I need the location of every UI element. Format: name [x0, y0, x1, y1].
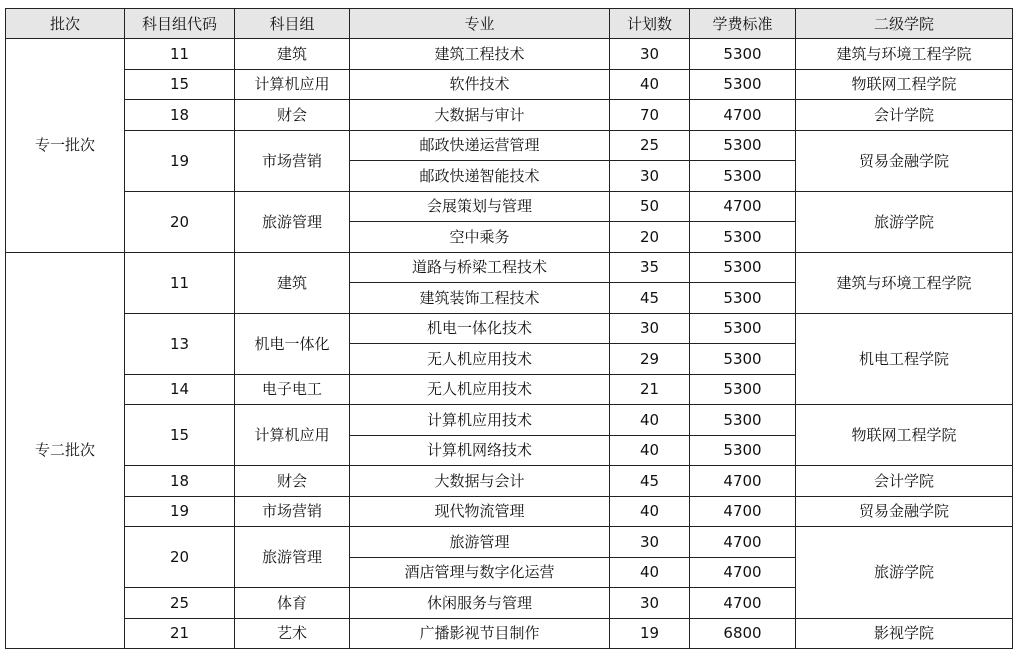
- table-cell: 建筑与环境工程学院: [796, 252, 1013, 313]
- table-cell: 50: [610, 191, 690, 222]
- table-cell: 市场营销: [235, 496, 350, 527]
- table-cell: 机电一体化: [235, 313, 350, 374]
- table-cell: 贸易金融学院: [796, 130, 1013, 191]
- table-cell: 19: [125, 496, 235, 527]
- table-cell: 会计学院: [796, 100, 1013, 131]
- table-cell: 18: [125, 466, 235, 497]
- table-cell: 5300: [690, 435, 796, 466]
- table-cell: 财会: [235, 100, 350, 131]
- table-row: [6, 130, 1013, 161]
- table-cell: 建筑与环境工程学院: [796, 39, 1013, 70]
- table-cell: 29: [610, 344, 690, 375]
- table-cell: 机电工程学院: [796, 313, 1013, 405]
- table-cell: 15: [125, 69, 235, 100]
- table-cell: 5300: [690, 252, 796, 283]
- table-cell: 无人机应用技术: [350, 344, 610, 375]
- table-cell: 旅游管理: [235, 527, 350, 588]
- table-row: [6, 527, 1013, 558]
- table-cell: 5300: [690, 405, 796, 436]
- header-tuition: 学费标准: [690, 9, 796, 39]
- table-cell: 旅游学院: [796, 527, 1013, 619]
- table-cell: 4700: [690, 496, 796, 527]
- table-cell: 体育: [235, 588, 350, 619]
- table-cell: 14: [125, 374, 235, 405]
- table-cell: 影视学院: [796, 618, 1013, 649]
- table-cell: 30: [610, 39, 690, 70]
- table-row: [6, 252, 1013, 283]
- table-cell: 4700: [690, 191, 796, 222]
- table-cell: 物联网工程学院: [796, 69, 1013, 100]
- table-cell: 21: [610, 374, 690, 405]
- table-cell: 4700: [690, 527, 796, 558]
- table-cell: 20: [125, 527, 235, 588]
- table-cell: 建筑装饰工程技术: [350, 283, 610, 314]
- table-cell: 40: [610, 435, 690, 466]
- table-cell: 4700: [690, 466, 796, 497]
- table-cell: 会计学院: [796, 466, 1013, 497]
- header-college: 二级学院: [796, 9, 1013, 39]
- table-cell: 15: [125, 405, 235, 466]
- table-cell: 19: [610, 618, 690, 649]
- table-cell: 财会: [235, 466, 350, 497]
- header-subject-group: 科目组: [235, 9, 350, 39]
- table-row: [6, 191, 1013, 222]
- table-cell: 休闲服务与管理: [350, 588, 610, 619]
- table-cell: 广播影视节目制作: [350, 618, 610, 649]
- table-cell: 11: [125, 252, 235, 313]
- table-cell: 4700: [690, 557, 796, 588]
- table-row: [6, 466, 1013, 497]
- table-row: [6, 618, 1013, 649]
- table-row: [6, 405, 1013, 436]
- table-cell: 大数据与审计: [350, 100, 610, 131]
- table-cell: 物联网工程学院: [796, 405, 1013, 466]
- table-cell: 无人机应用技术: [350, 374, 610, 405]
- table-cell: 5300: [690, 374, 796, 405]
- table-cell: 现代物流管理: [350, 496, 610, 527]
- table-cell: 35: [610, 252, 690, 283]
- table-cell: 45: [610, 466, 690, 497]
- table-cell: 空中乘务: [350, 222, 610, 253]
- table-cell: 25: [125, 588, 235, 619]
- table-cell: 建筑: [235, 39, 350, 70]
- header-row: [6, 9, 1013, 39]
- table-cell: 计算机应用技术: [350, 405, 610, 436]
- table-cell: 建筑工程技术: [350, 39, 610, 70]
- table-cell: 6800: [690, 618, 796, 649]
- table-cell: 酒店管理与数字化运营: [350, 557, 610, 588]
- table-cell: 5300: [690, 69, 796, 100]
- table-cell: 45: [610, 283, 690, 314]
- header-batch: 批次: [6, 9, 125, 39]
- header-subject-group-code: 科目组代码: [125, 9, 235, 39]
- table-row: [6, 69, 1013, 100]
- table-cell: 5300: [690, 161, 796, 192]
- table-cell: 建筑: [235, 252, 350, 313]
- table-cell: 电子电工: [235, 374, 350, 405]
- table-cell: 专一批次: [6, 39, 125, 253]
- table-cell: 5300: [690, 130, 796, 161]
- table-cell: 30: [610, 161, 690, 192]
- table-cell: 40: [610, 557, 690, 588]
- table-cell: 4700: [690, 588, 796, 619]
- table-cell: 40: [610, 69, 690, 100]
- table-cell: 40: [610, 496, 690, 527]
- table-cell: 计算机网络技术: [350, 435, 610, 466]
- table-cell: 专二批次: [6, 252, 125, 649]
- table-cell: 30: [610, 313, 690, 344]
- table-cell: 5300: [690, 222, 796, 253]
- table-cell: 旅游学院: [796, 191, 1013, 252]
- table-cell: 旅游管理: [235, 191, 350, 252]
- table-cell: 邮政快递智能技术: [350, 161, 610, 192]
- table-row: [6, 496, 1013, 527]
- table-cell: 道路与桥梁工程技术: [350, 252, 610, 283]
- table-cell: 邮政快递运营管理: [350, 130, 610, 161]
- table-cell: 30: [610, 588, 690, 619]
- table-cell: 21: [125, 618, 235, 649]
- admission-plan-table: [5, 8, 1013, 649]
- table-row: [6, 313, 1013, 344]
- table-cell: 30: [610, 527, 690, 558]
- table-cell: 艺术: [235, 618, 350, 649]
- table-cell: 40: [610, 405, 690, 436]
- table-cell: 4700: [690, 100, 796, 131]
- table-cell: 软件技术: [350, 69, 610, 100]
- table-cell: 20: [125, 191, 235, 252]
- table-cell: 11: [125, 39, 235, 70]
- table-cell: 会展策划与管理: [350, 191, 610, 222]
- table-row: [6, 39, 1013, 70]
- table-header: [6, 9, 1013, 39]
- table-cell: 大数据与会计: [350, 466, 610, 497]
- table-cell: 19: [125, 130, 235, 191]
- table-cell: 机电一体化技术: [350, 313, 610, 344]
- table-row: [6, 100, 1013, 131]
- table-cell: 5300: [690, 344, 796, 375]
- header-major: 专业: [350, 9, 610, 39]
- table-cell: 市场营销: [235, 130, 350, 191]
- table-cell: 计算机应用: [235, 405, 350, 466]
- table-cell: 20: [610, 222, 690, 253]
- table-cell: 25: [610, 130, 690, 161]
- table-cell: 5300: [690, 313, 796, 344]
- table-cell: 贸易金融学院: [796, 496, 1013, 527]
- table-cell: 13: [125, 313, 235, 374]
- table-cell: 计算机应用: [235, 69, 350, 100]
- table-cell: 18: [125, 100, 235, 131]
- table-cell: 5300: [690, 283, 796, 314]
- header-plan-count: 计划数: [610, 9, 690, 39]
- table-body: [6, 39, 1013, 649]
- table-cell: 5300: [690, 39, 796, 70]
- table-cell: 70: [610, 100, 690, 131]
- table-cell: 旅游管理: [350, 527, 610, 558]
